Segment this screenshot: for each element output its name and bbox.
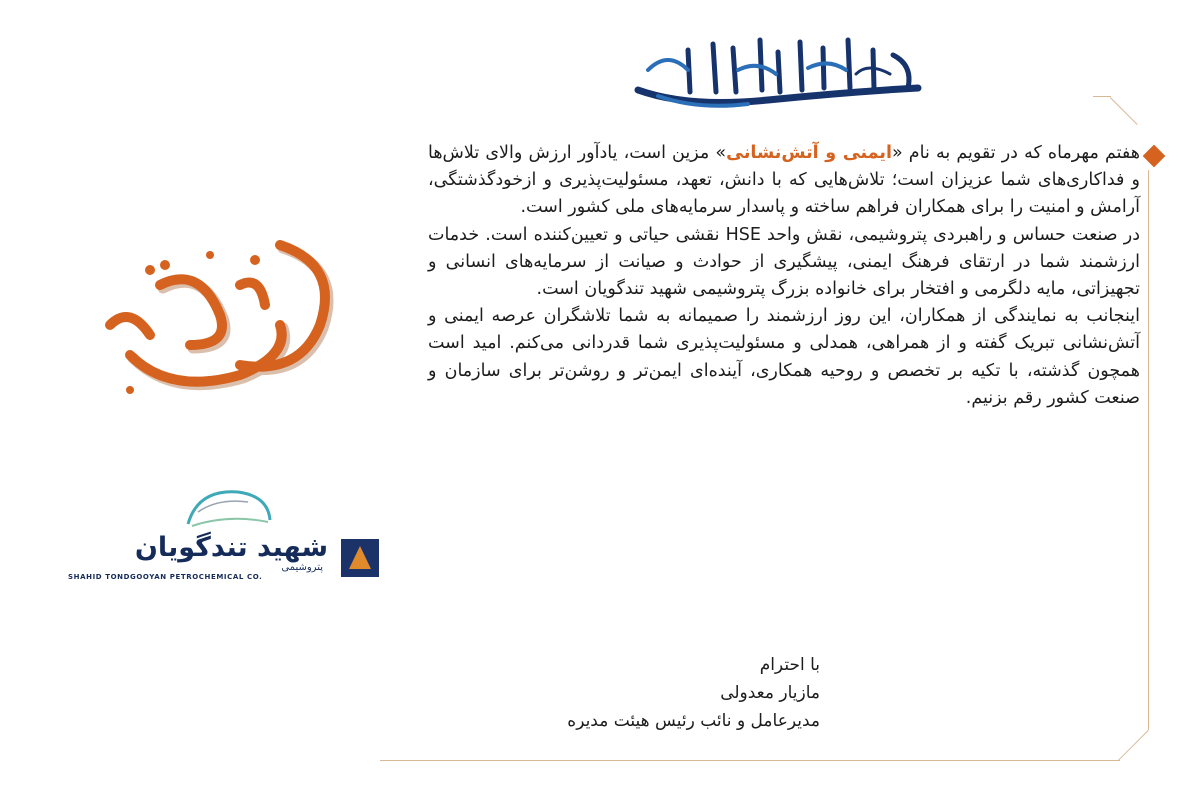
signer-role: مدیرعامل و نائب رئیس هیئت مدیره <box>567 711 820 731</box>
logo-subtitle: پتروشیمی <box>281 562 323 573</box>
letter-body <box>428 140 1140 412</box>
signer-name: مازیار معدولی <box>720 683 820 703</box>
paragraph-1: هفتم مهرماه که در تقویم به نام «ایمنی و آتش‌نشانی» مزین است، یادآور ارزش والای تلاش‌ها و فداکاری‌های شما عزیزان است؛ تلاش‌هایی که با دانش، تعهد، مسئولیت‌پذیری و ازخودگذشتگی، آرامش و امنیت را برای همکاران فراهم ساخته و پاسدار سرمایه‌های ملی کشور است. <box>428 143 1141 218</box>
paragraph-3: اینجانب به نمایندگی از همکاران، این روز ارزشمند را صمیمانه به شما تلاشگران عرصه ایمنی و آتش‌نشانی تبریک گفته و از همراهی، همدلی و مسئولیت‌پذیری شما قدردانی می‌کنم. امید است همچون گذشته، با تکیه بر تخصص و روحیه همکاری، آینده‌ای ایمن‌تر و روشن‌تر برای سازمان و صنعت کشور رقم بزنیم. <box>428 306 1140 408</box>
closing-text: با احترام <box>759 655 820 675</box>
bismillah-calligraphy <box>628 30 928 120</box>
frame-bottom-line <box>380 760 1120 761</box>
frame-hook-line <box>1093 96 1111 97</box>
logo-emblem-icon <box>341 539 379 577</box>
highlighted-title: ایمنی و آتش‌نشانی <box>726 143 892 163</box>
frame-right-line <box>1148 170 1149 730</box>
orange-diamond-icon <box>1143 145 1166 168</box>
company-logo <box>68 484 383 584</box>
title-calligraphy <box>90 225 370 415</box>
logo-english-name: SHAHID TONDGOOYAN PETROCHEMICAL CO. <box>68 573 263 581</box>
paragraph-2: در صنعت حساس و راهبردی پتروشیمی، نقش واحد HSE نقشی حیاتی و تعیین‌کننده است. خدمات ارزشمند شما در ارتقای فرهنگ ایمنی، پیشگیری از حوادث و صیانت از سرمایه‌های انسانی و تجهیزاتی، مایه دلگرمی و افتخار برای خانواده بزرگ پتروشیمی شهید تندگویان است. <box>428 224 1140 300</box>
logo-name: شهید تندگویان <box>134 532 328 563</box>
frame-top-diagonal <box>1110 97 1138 125</box>
frame-bottom-diagonal <box>1118 730 1148 760</box>
logo-seal-icon <box>178 484 278 532</box>
